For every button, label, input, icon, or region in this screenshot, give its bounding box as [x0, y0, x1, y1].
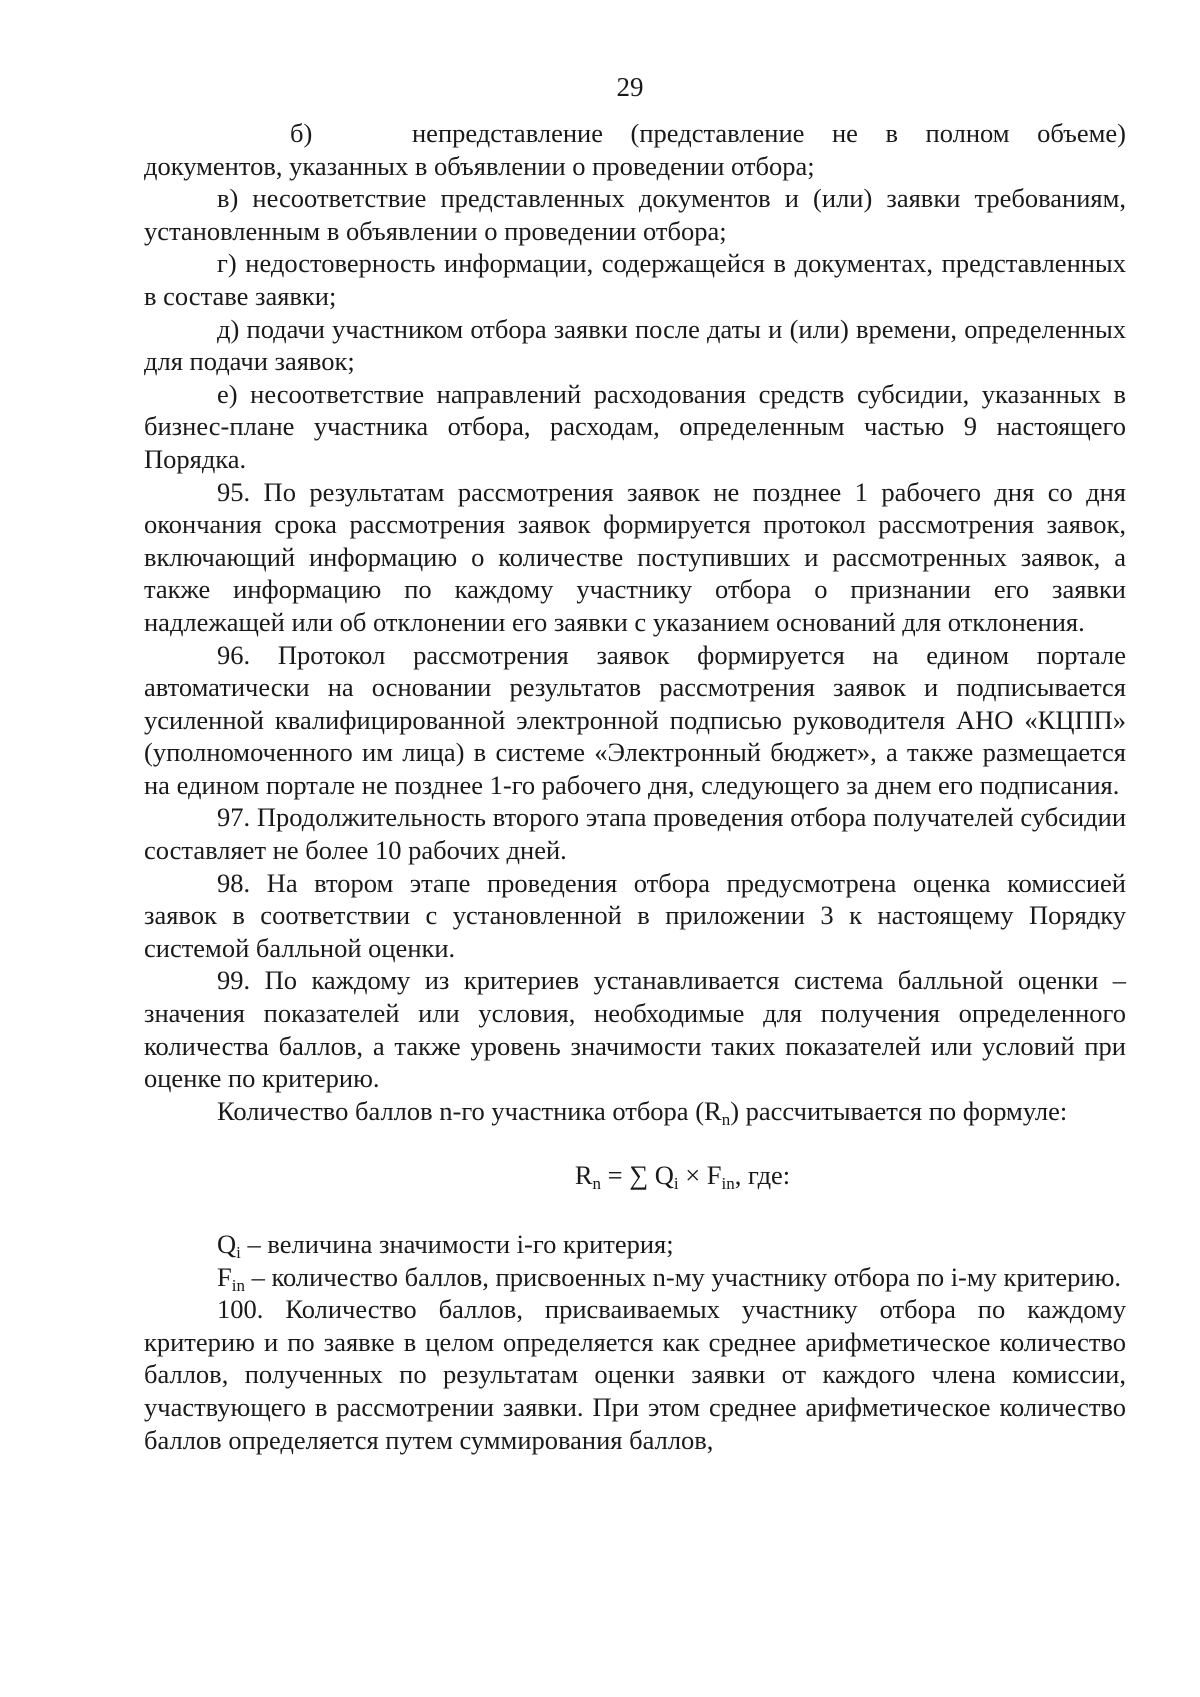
- formula-sum-q: = ∑ Q: [601, 1160, 674, 1191]
- page-number: 29: [616, 72, 644, 102]
- score-text-after: ) рассчитывается по формуле:: [730, 1095, 1068, 1126]
- definition-f-text: – количество баллов, присвоенных n-му участнику отбора по i-му критерию.: [244, 1261, 1122, 1292]
- formula-q-sub: i: [673, 1174, 679, 1194]
- paragraph-100: 100. Количество баллов, присваиваемых участнику отбора по каждому критерию и по заявке в целом определяется как среднее арифметическое количество баллов, полученных по результатам оценки заявки от каждого члена комиссии, участвующего в рассмотрении заявки. При этом среднее арифметическое количество баллов определяется путем суммирования баллов,: [144, 1294, 1126, 1455]
- paragraph-b-lead: б): [290, 118, 313, 148]
- paragraph-v: в) несоответствие представленных документов и (или) заявки требованиям, установленным в объявлении о проведении отбора;: [144, 183, 1126, 246]
- document-body: [144, 117, 1126, 1456]
- formula-f-sub: in: [721, 1174, 735, 1194]
- paragraph-99: 99. По каждому из критериев устанавливается система балльной оценки – значения показателей или условия, необходимые для получения определенного количества баллов, а также уровень значимости таких показателей или условий при оценке по критерию.: [144, 965, 1126, 1094]
- formula-r-sub: n: [592, 1174, 601, 1194]
- paragraph-95: 95. По результатам рассмотрения заявок не позднее 1 рабочего дня со дня окончания срока рассмотрения заявок формируется протокол рассмотрения заявок, включающий информацию о количестве поступивших и рассмотренных заявок, а также информацию по каждому участнику отбора о признании его заявки надлежащей или об отклонении его заявки с указанием оснований для отклонения.: [144, 476, 1126, 637]
- paragraph-96: 96. Протокол рассмотрения заявок формируется на едином портале автоматически на основании результатов рассмотрения заявок и подписывается усиленной квалифицированной электронной подписью руководителя АНО «КЦПП» (уполномоченного им лица) в системе «Электронный бюджет», а также размещается на едином портале не позднее 1-го рабочего дня, следующего за днем его подписания.: [144, 639, 1126, 800]
- definition-f-sub: in: [231, 1275, 245, 1295]
- paragraph-b: [144, 117, 1126, 182]
- definition-f-symbol: F: [217, 1261, 232, 1292]
- definition-q-symbol: Q: [217, 1229, 237, 1259]
- score-subscript: n: [721, 1109, 731, 1129]
- paragraph-97: 97. Продолжительность второго этапа проведения отбора получателей субсидии составляет не более 10 рабочих дней.: [144, 802, 1126, 866]
- definition-f: [144, 1261, 1126, 1294]
- paragraph-b-text: непредставление (представление не в полном объеме) документов, указанных в объявлении о проведении отбора;: [144, 118, 1126, 181]
- definition-q-sub: i: [236, 1243, 241, 1262]
- paragraph-g: г) недостоверность информации, содержащейся в документах, представленных в составе заявки;: [144, 248, 1126, 311]
- paragraph-d: д) подачи участником отбора заявки после даты и (или) времени, определенных для подачи заявок;: [144, 313, 1126, 377]
- paragraph-98: 98. На втором этапе проведения отбора предусмотрена оценка комиссией заявок в соответствии с установленной в приложении 3 к настоящему Порядку системой балльной оценки.: [144, 867, 1126, 963]
- formula-times-f: × F: [678, 1160, 722, 1191]
- paragraph-e: е) несоответствие направлений расходования средств субсидии, указанных в бизнес-плане участника отбора, расходам, определенным частью 9 настоящего Порядка.: [144, 378, 1126, 474]
- definition-q-text: – величина значимости i-го критерия;: [240, 1229, 674, 1259]
- definition-q: [144, 1228, 1126, 1261]
- score-text-before: Количество баллов n-го участника отбора (R: [217, 1095, 722, 1126]
- score-formula: [144, 1159, 1126, 1192]
- formula-tail: , где:: [734, 1160, 791, 1191]
- formula-r: R: [574, 1160, 593, 1191]
- paragraph-score-count: [144, 1095, 1126, 1128]
